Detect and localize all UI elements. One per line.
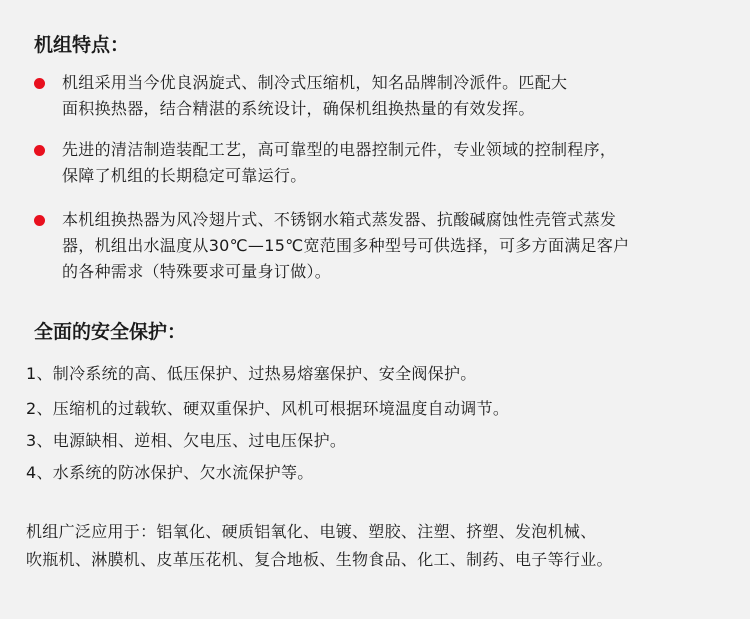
applications-line: 吹瓶机、淋膜机、皮革压花机、复合地板、生物食品、化工、制药、电子等行业。 <box>26 550 613 569</box>
feature-line: 的各种需求（特殊要求可量身订做）。 <box>62 262 332 281</box>
feature-item <box>34 137 750 189</box>
bullet-dot-icon <box>34 145 45 156</box>
feature-line: 先进的清洁制造装配工艺，高可靠型的电器控制元件，专业领域的控制程序， <box>62 140 617 159</box>
protection-item: 2、压缩机的过载软、硬双重保护、风机可根据环境温度自动调节。 <box>26 399 510 418</box>
feature-line: 本机组换热器为风冷翅片式、不锈钢水箱式蒸发器、抗酸碱腐蚀性壳管式蒸发 <box>62 210 617 229</box>
protection-item: 1、制冷系统的高、低压保护、过热易熔塞保护、安全阀保护。 <box>26 364 477 383</box>
feature-item <box>34 207 750 285</box>
features-heading: 机组特点： <box>34 34 130 56</box>
applications-paragraph <box>26 518 746 574</box>
feature-line: 保障了机组的长期稳定可靠运行。 <box>62 166 307 185</box>
protection-heading: 全面的安全保护： <box>34 321 187 343</box>
feature-item <box>34 70 750 122</box>
protection-item: 3、电源缺相、逆相、欠电压、过电压保护。 <box>26 431 347 450</box>
bullet-dot-icon <box>34 78 45 89</box>
feature-line: 面积换热器，结合精湛的系统设计，确保机组换热量的有效发挥。 <box>62 99 535 118</box>
feature-line: 器，机组出水温度从30℃—15℃宽范围多种型号可供选择，可多方面满足客户 <box>62 236 630 255</box>
applications-line: 机组广泛应用于：铝氧化、硬质铝氧化、电镀、塑胶、注塑、挤塑、发泡机械、 <box>26 522 597 541</box>
feature-line: 机组采用当今优良涡旋式、制冷式压缩机，知名品牌制冷派件。匹配大 <box>62 73 568 92</box>
protection-item: 4、水系统的防冰保护、欠水流保护等。 <box>26 463 314 482</box>
bullet-dot-icon <box>34 215 45 226</box>
